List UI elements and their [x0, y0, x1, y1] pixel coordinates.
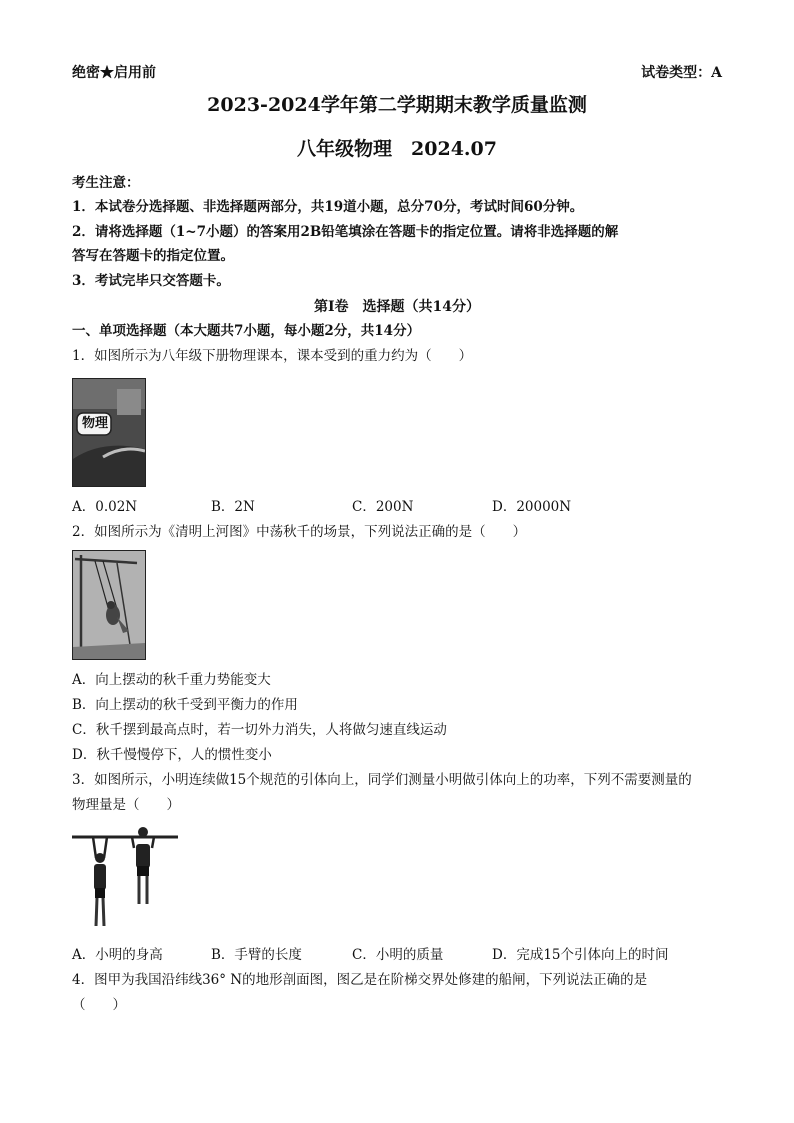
notice-heading: 考生注意：: [72, 175, 140, 191]
option-c: C．秋千摆到最高点时，若一切外力消失，人将做匀速直线运动: [72, 722, 447, 738]
question-stem: 2．如图所示为《清明上河图》中荡秋千的场景，下列说法正确的是（ ）: [72, 524, 527, 540]
exam-title: 2023-2024学年第二学期期末教学质量监测: [207, 94, 587, 116]
confidential-label: 绝密★启用前: [72, 65, 156, 81]
option-d: D．20000N: [492, 499, 572, 515]
notice-item: 1．本试卷分选择题、非选择题两部分，共19道小题，总分70分，考试时间60分钟。: [72, 199, 584, 215]
exam-type-label: 试卷类型：A: [641, 65, 722, 81]
notice-item: 答写在答题卡的指定位置。: [72, 248, 234, 264]
pullup-figure: [72, 824, 180, 936]
question-stem-continued: （ ）: [72, 997, 126, 1013]
option-d: D．完成15个引体向上的时间: [492, 947, 669, 963]
pullup-image: [72, 824, 180, 936]
option-b: B．手臂的长度: [211, 947, 302, 963]
textbook-figure: [72, 378, 146, 487]
option-a: A．小明的身高: [72, 947, 163, 963]
part-heading: 一、单项选择题（本大题共7小题，每小题2分，共14分）: [72, 323, 421, 339]
textbook-title-label: 物理: [81, 416, 108, 431]
exam-subtitle: 八年级物理 2024.07: [297, 138, 497, 160]
option-b: B．2N: [211, 499, 255, 515]
swing-figure: [72, 550, 146, 660]
question-stem: 3．如图所示，小明连续做15个规范的引体向上，同学们测量小明做引体向上的功率，下列不需要测量的: [72, 772, 692, 788]
option-c: C．小明的质量: [352, 947, 444, 963]
notice-item: 2．请将选择题（1~7小题）的答案用2B铅笔填涂在答题卡的指定位置。请将非选择题的解: [72, 224, 619, 240]
option-b: B．向上摆动的秋千受到平衡力的作用: [72, 697, 298, 713]
option-a: A．0.02N: [72, 499, 138, 515]
section-title: 第Ⅰ卷 选择题（共14分）: [313, 299, 481, 315]
question-stem: 1．如图所示为八年级下册物理课本，课本受到的重力约为（ ）: [72, 348, 473, 364]
option-a: A．向上摆动的秋千重力势能变大: [72, 672, 271, 688]
option-c: C．200N: [352, 499, 414, 515]
swing-painting-image: [73, 551, 145, 659]
notice-item: 3．考试完毕只交答题卡。: [72, 273, 230, 289]
question-stem: 4．图甲为我国沿纬线36° N的地形剖面图，图乙是在阶梯交界处修建的船闸，下列说法正确的是: [72, 972, 648, 988]
option-d: D．秋千慢慢停下，人的惯性变小: [72, 747, 272, 763]
question-stem-continued: 物理量是（ ）: [72, 797, 180, 813]
